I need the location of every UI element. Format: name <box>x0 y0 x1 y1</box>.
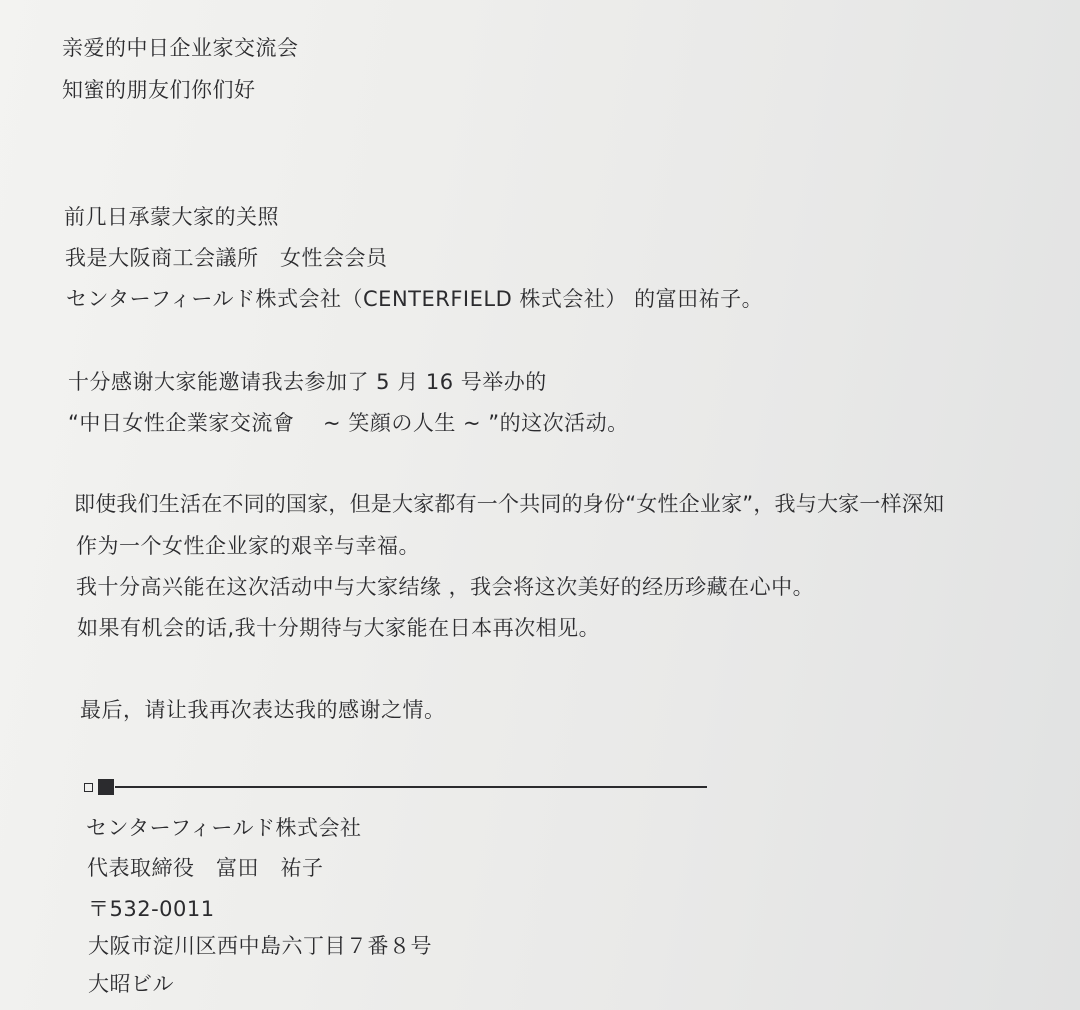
closing-line: 最后，请让我再次表达我的感谢之情。 <box>80 698 446 722</box>
signature-address: 大阪市淀川区西中島六丁目７番８号 <box>88 934 432 958</box>
body-line-4: 如果有机会的话,我十分期待与大家能在日本再次相见。 <box>77 616 601 640</box>
body-line-1: 即使我们生活在不同的国家，但是大家都有一个共同的身份“女性企业家”，我与大家一样深知 <box>74 492 945 516</box>
event-line-2: “中日女性企業家交流會 ~ 笑顔の人生 ~ ”的这次活动。 <box>68 411 629 435</box>
event-line-1: 十分感谢大家能邀请我去参加了 5 月 16 号举办的 <box>68 370 547 394</box>
signature-company: センターフィールド株式会社 <box>86 816 362 840</box>
horizontal-rule <box>115 786 707 788</box>
body-line-3: 我十分高兴能在这次活动中与大家结缘 ，我会将这次美好的经历珍藏在心中。 <box>76 575 815 599</box>
intro-line-1: 前几日承蒙大家的关照 <box>64 205 279 229</box>
body-line-2: 作为一个女性企业家的艰辛与幸福。 <box>76 534 420 558</box>
intro-line-2: 我是大阪商工会議所 女性会会员 <box>65 246 388 270</box>
signature-title-name: 代表取締役 富田 祐子 <box>87 856 324 880</box>
filled-square-icon <box>98 779 114 795</box>
signature-divider <box>84 778 714 796</box>
signature-building: 大昭ビル <box>88 972 174 996</box>
open-square-icon <box>84 783 93 792</box>
intro-line-3: センターフィールド株式会社（CENTERFIELD 株式会社） 的富田祐子。 <box>66 287 764 311</box>
greeting-line-2: 知蜜的朋友们你们好 <box>62 78 256 102</box>
greeting-line-1: 亲爱的中日企业家交流会 <box>62 36 299 60</box>
signature-postal-code: 〒532-0011 <box>88 897 215 921</box>
